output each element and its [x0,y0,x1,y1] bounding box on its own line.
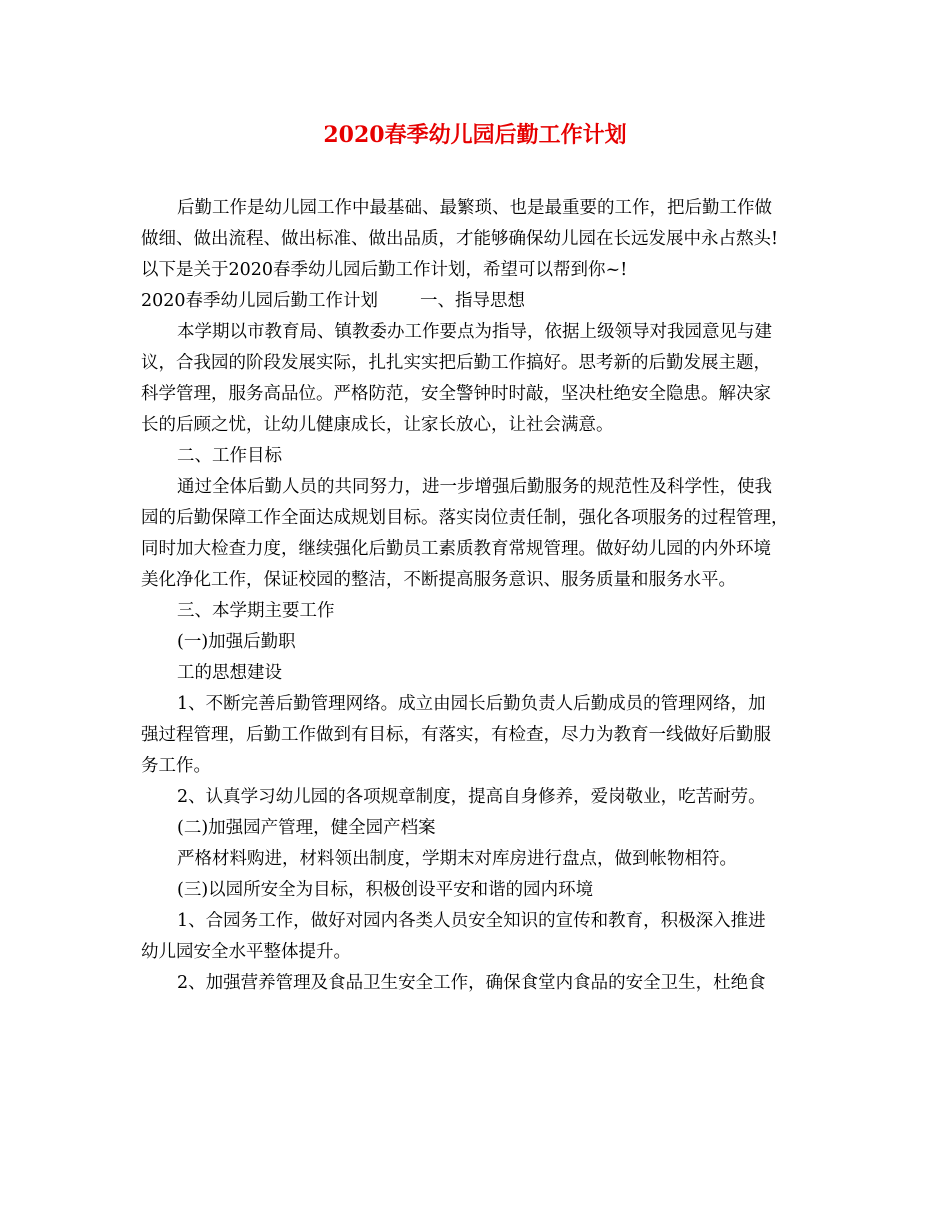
subsection-heading: (二)加强园产管理，健全园产档案 [177,818,436,838]
body-line: 长的后顾之忧，让幼儿健康成长，让家长放心，让社会满意。 [141,415,614,435]
body-line: 做细、做出流程、做出标准、做出品质，才能够确保幼儿园在长远发展中永占熬头! [141,229,779,249]
subsection-heading: (一)加强后勤职 [177,632,296,652]
body-line: 1、不断完善后勤管理网络。成立由园长后勤负责人后勤成员的管理网络，加 [177,694,766,714]
body-line: 严格材料购进，材料领出制度，学期末对库房进行盘点，做到帐物相符。 [177,849,737,869]
body-line: 1、合园务工作，做好对园内各类人员安全知识的宣传和教育，积极深入推进 [177,911,766,931]
body-line: 美化净化工作，保证校园的整洁，不断提高服务意识、服务质量和服务水平。 [141,570,736,590]
body-line: 幼儿园安全水平整体提升。 [141,942,351,962]
body-line: 强过程管理，后勤工作做到有目标，有落实，有检查，尽力为教育一线做好后勤服 [141,725,771,745]
subtitle-text: 2020春季幼儿园后勤工作计划 [141,291,379,311]
body-line: 议，合我园的阶段发展实际，扎扎实实把后勤工作搞好。思考新的后勤发展主题， [141,353,771,373]
body-line: 本学期以市教育局、镇教委办工作要点为指导，依据上级领导对我园意见与建 [177,322,772,342]
body-line: 后勤工作是幼儿园工作中最基础、最繁琐、也是最重要的工作，把后勤工作做 [177,198,772,218]
body-line: 2、认真学习幼儿园的各项规章制度，提高自身修养，爱岗敬业，吃苦耐劳。 [177,787,766,807]
body-line-heading [141,286,813,317]
body-line: 通过全体后勤人员的共同努力，进一步增强后勤服务的规范性及科学性，使我 [177,477,772,497]
body-line: 以下是关于2020春季幼儿园后勤工作计划，希望可以帮到你~! [141,260,628,280]
section-heading: 一、指导思想 [420,291,526,311]
body-line: 园的后勤保障工作全面达成规划目标。落实岗位责任制，强化各项服务的过程管理， [141,508,789,528]
body-line: 同时加大检查力度，继续强化后勤员工素质教育常规管理。做好幼儿园的内外环境 [141,539,771,559]
document-title: 2020春季幼儿园后勤工作计划 [323,122,627,148]
body-line: 2、加强营养管理及食品卫生安全工作，确保食堂内食品的安全卫生，杜绝食 [177,973,766,993]
section-heading: 三、本学期主要工作 [177,601,335,621]
body-line: 科学管理，服务高品位。严格防范，安全警钟时时敲，坚决杜绝安全隐患。解决家 [141,384,771,404]
section-heading: 二、工作目标 [177,446,282,466]
body-line: 务工作。 [141,756,211,776]
subsection-heading: (三)以园所安全为目标，积极创设平安和谐的园内环境 [177,880,594,900]
document-body [141,193,813,999]
subsection-heading: 工的思想建设 [177,663,282,683]
